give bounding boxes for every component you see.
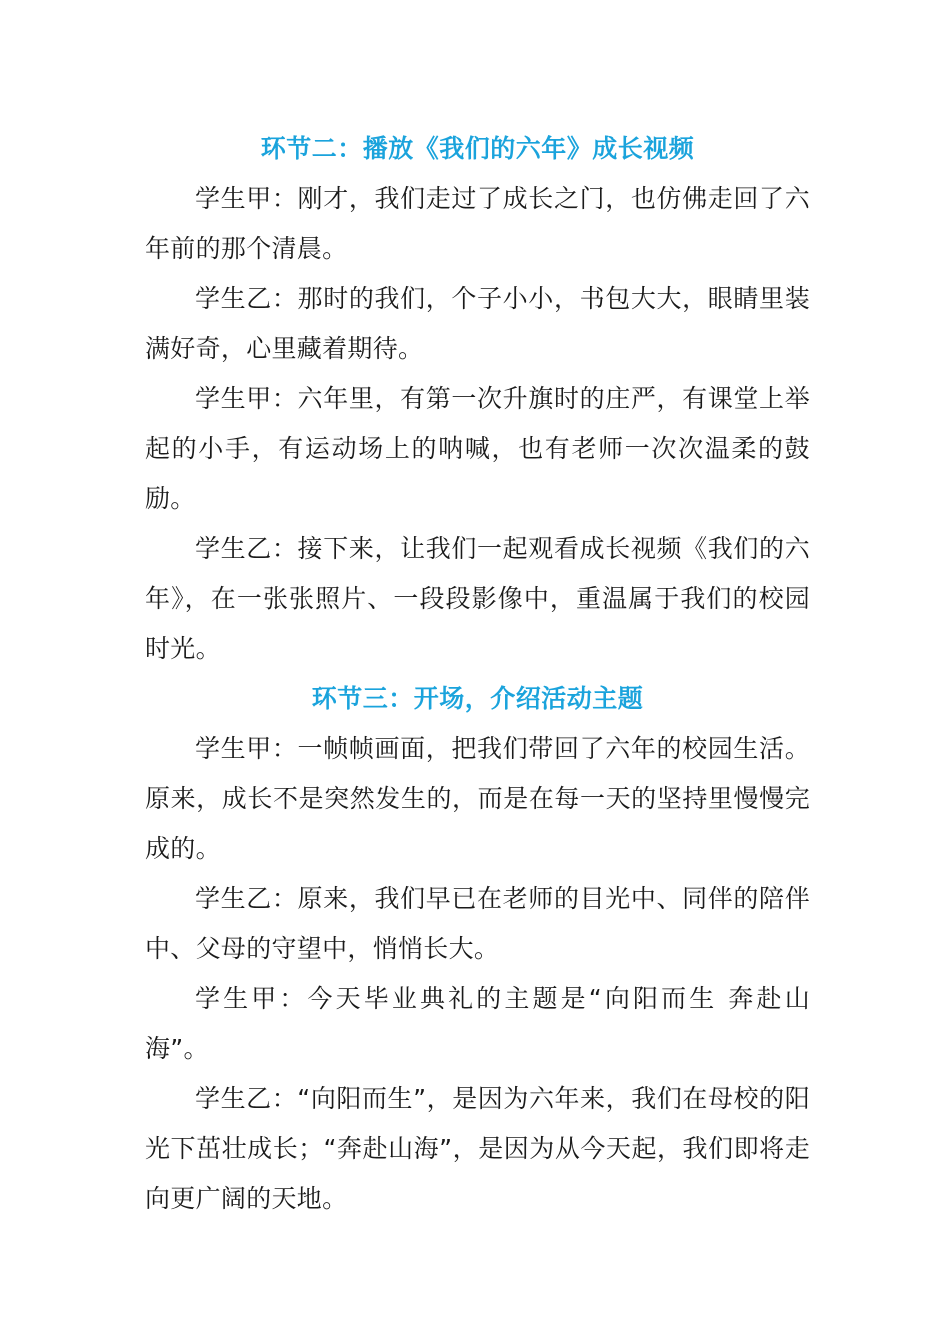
section-heading-2: 环节二：播放《我们的六年》成长视频	[260, 134, 695, 163]
dialogue-paragraph: 学生乙：那时的我们，个子小小，书包大大，眼睛里装满好奇，心里藏着期待。	[145, 284, 810, 363]
dialogue-paragraph: 学生甲：一帧帧画面，把我们带回了六年的校园生活。原来，成长不是突然发生的，而是在每一天的坚持里慢慢完成的。	[145, 734, 810, 863]
dialogue-paragraph: 学生乙：原来，我们早已在老师的目光中、同伴的陪伴中、父母的守望中，悄悄长大。	[145, 884, 810, 963]
section-heading-3: 环节三：开场，介绍活动主题	[311, 684, 644, 713]
dialogue-paragraph: 学生甲：刚才，我们走过了成长之门，也仿佛走回了六年前的那个清晨。	[145, 184, 810, 263]
dialogue-paragraph: 学生乙：“向阳而生”，是因为六年来，我们在母校的阳光下茁壮成长；“奔赴山海”，是因为从今天起，我们即将走向更广阔的天地。	[145, 1084, 810, 1213]
document-body	[145, 124, 810, 1224]
dialogue-paragraph: 学生甲：今天毕业典礼的主题是“向阳而生 奔赴山海”。	[145, 984, 810, 1063]
dialogue-paragraph: 学生乙：接下来，让我们一起观看成长视频《我们的六年》，在一张张照片、一段段影像中，重温属于我们的校园时光。	[145, 534, 810, 663]
dialogue-paragraph: 学生甲：六年里，有第一次升旗时的庄严，有课堂上举起的小手，有运动场上的呐喊，也有老师一次次温柔的鼓励。	[145, 384, 810, 513]
